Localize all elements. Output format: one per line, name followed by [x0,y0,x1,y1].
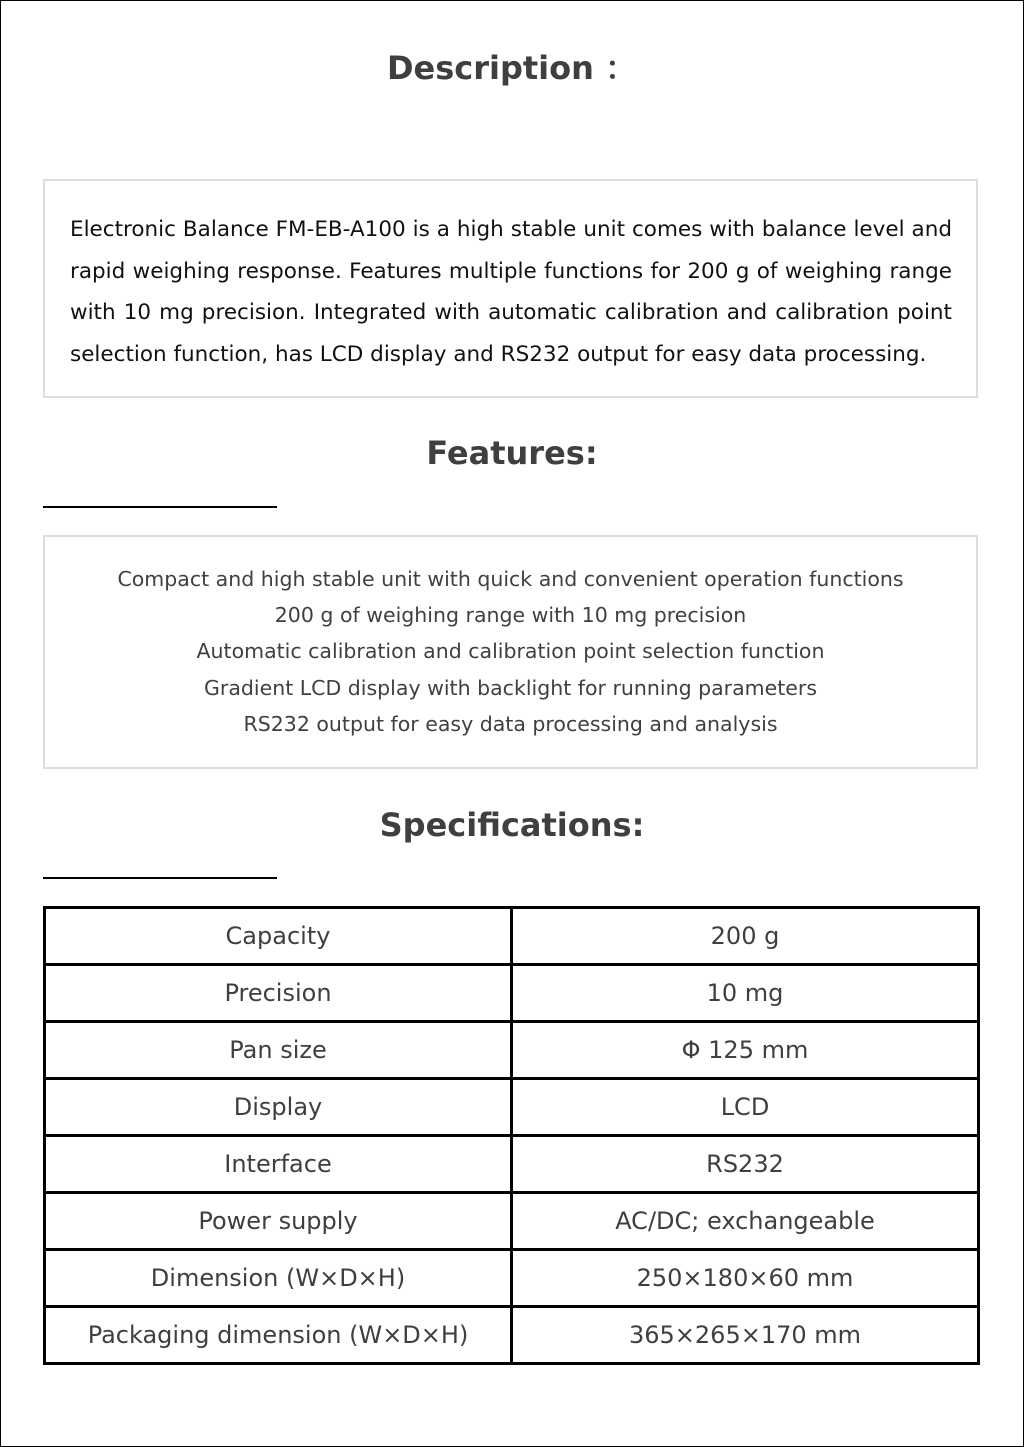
feature-item: Automatic calibration and calibration point selection function [196,639,825,664]
spec-value: RS232 [512,1136,979,1193]
spec-label: Dimension (W×D×H) [45,1250,512,1307]
features-heading: Features: [426,434,598,472]
table-row [45,965,979,1022]
description-heading: Description ： [386,49,638,87]
spec-label: Interface [45,1136,512,1193]
spec-value: 365×265×170 mm [512,1307,979,1364]
spec-label: Pan size [45,1022,512,1079]
spec-label: Precision [45,965,512,1022]
table-row [45,1193,979,1250]
description-box [43,179,978,398]
spec-value: 200 g [512,908,979,965]
spec-value: LCD [512,1079,979,1136]
spec-label: Packaging dimension (W×D×H) [45,1307,512,1364]
spec-value: Φ 125 mm [512,1022,979,1079]
features-list [45,561,976,742]
table-row [45,1250,979,1307]
table-row [45,1136,979,1193]
spec-label: Display [45,1079,512,1136]
table-row [45,1307,979,1364]
table-row [45,1022,979,1079]
table-row [45,908,979,965]
table-row [45,1079,979,1136]
specifications-heading: Specifications: [379,806,645,844]
specifications-table [43,906,980,1365]
spec-label: Capacity [45,908,512,965]
spec-label: Power supply [45,1193,512,1250]
description-text: Electronic Balance FM-EB-A100 is a high stable unit comes with balance level and rapid weighing response. Features multiple functions for 200 g of weighing range with 10 mg precision. Integrated with automatic calibration and calibration point selection function, has LCD display and RS232 output for easy data processing. [70,217,952,367]
features-box [43,535,978,769]
feature-item: Compact and high stable unit with quick and convenient operation functions [117,567,904,591]
features-divider [43,506,277,508]
specifications-divider [43,877,277,879]
feature-item: 200 g of weighing range with 10 mg precision [274,603,747,628]
spec-value: 250×180×60 mm [512,1250,979,1307]
feature-item: RS232 output for easy data processing and analysis [243,711,778,736]
spec-value: 10 mg [512,965,979,1022]
spec-value: AC/DC; exchangeable [512,1193,979,1250]
feature-item: Gradient LCD display with backlight for running parameters [204,675,817,700]
